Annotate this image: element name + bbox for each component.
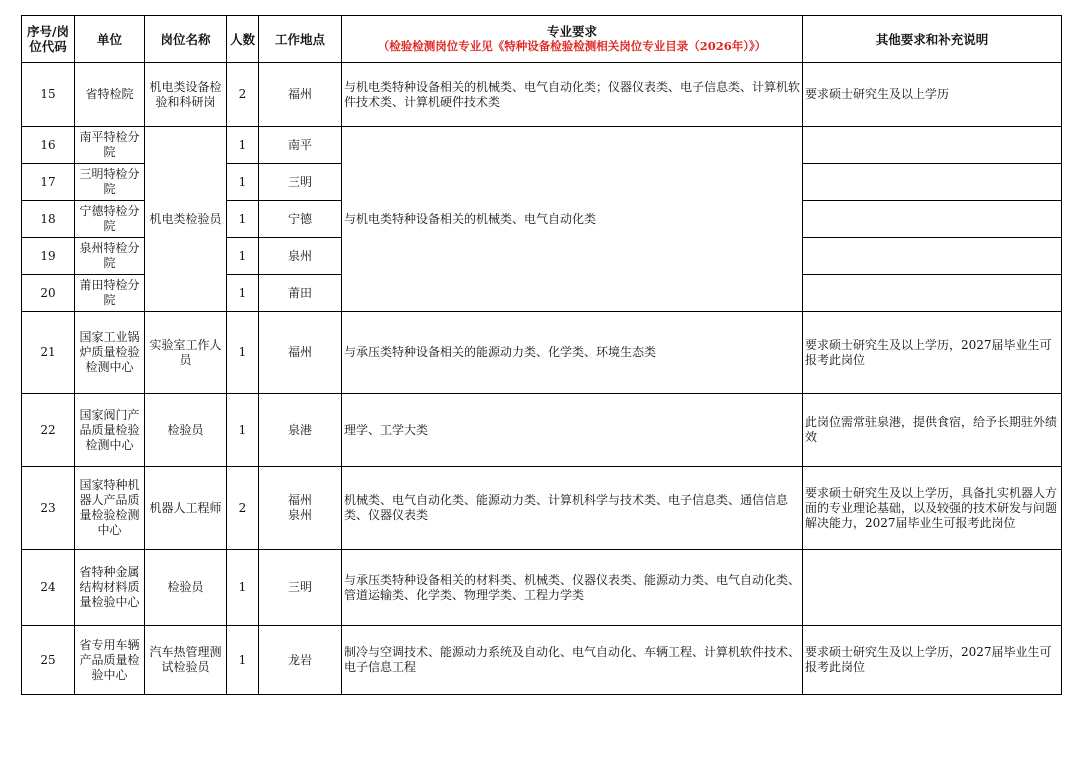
table-row [22, 550, 1062, 626]
cell-other [803, 164, 1062, 201]
cell-other [803, 238, 1062, 275]
cell-unit: 省特种金属结构材料质量检验中心 [75, 550, 145, 626]
cell-post: 机电类检验员 [145, 127, 227, 312]
cell-major: 制冷与空调技术、能源动力系统及自动化、电气自动化、车辆工程、计算机软件技术、电子信息工程 [342, 626, 803, 695]
cell-major: 与承压类特种设备相关的能源动力类、化学类、环境生态类 [342, 312, 803, 394]
cell-location: 龙岩 [259, 626, 342, 695]
cell-location [259, 467, 342, 550]
header-major-note: （检验检测岗位专业见《特种设备检验检测相关岗位专业目录（2026年）》） [377, 39, 767, 53]
cell-location-2: 泉州 [287, 508, 312, 522]
table-row [22, 312, 1062, 394]
cell-count: 1 [227, 238, 259, 275]
cell-no: 21 [22, 312, 75, 394]
cell-no: 18 [22, 201, 75, 238]
cell-unit: 国家阀门产品质量检验检测中心 [75, 394, 145, 467]
table-row [22, 626, 1062, 695]
cell-no: 24 [22, 550, 75, 626]
header-post: 岗位名称 [145, 16, 227, 63]
cell-count: 1 [227, 164, 259, 201]
cell-post: 检验员 [145, 550, 227, 626]
cell-location: 福州 [259, 312, 342, 394]
header-other: 其他要求和补充说明 [803, 16, 1062, 63]
cell-major: 与机电类特种设备相关的机械类、电气自动化类；仪器仪表类、电子信息类、计算机软件技术类、计算机硬件技术类 [342, 63, 803, 127]
cell-no: 22 [22, 394, 75, 467]
cell-unit: 宁德特检分院 [75, 201, 145, 238]
cell-other [803, 201, 1062, 238]
cell-other: 要求硕士研究生及以上学历 [803, 63, 1062, 127]
cell-count: 1 [227, 550, 259, 626]
cell-unit: 国家工业锅炉质量检验检测中心 [75, 312, 145, 394]
cell-unit: 国家特种机器人产品质量检验检测中心 [75, 467, 145, 550]
cell-count: 1 [227, 201, 259, 238]
cell-count: 1 [227, 127, 259, 164]
cell-count: 1 [227, 626, 259, 695]
cell-post: 机器人工程师 [145, 467, 227, 550]
cell-location: 宁德 [259, 201, 342, 238]
cell-count: 1 [227, 394, 259, 467]
cell-no: 25 [22, 626, 75, 695]
cell-count: 2 [227, 467, 259, 550]
cell-other: 要求硕士研究生及以上学历，具备扎实机器人方面的专业理论基础，以及较强的技术研发与问题解决能力，2027届毕业生可报考此岗位 [803, 467, 1062, 550]
cell-no: 19 [22, 238, 75, 275]
cell-no: 15 [22, 63, 75, 127]
header-row [22, 16, 1062, 63]
cell-location: 三明 [259, 164, 342, 201]
cell-post: 实验室工作人员 [145, 312, 227, 394]
header-major [342, 16, 803, 63]
recruitment-table [21, 15, 1062, 695]
cell-other: 此岗位需常驻泉港，提供食宿，给予长期驻外绩效 [803, 394, 1062, 467]
cell-location: 泉港 [259, 394, 342, 467]
cell-count: 1 [227, 312, 259, 394]
cell-location-1: 福州 [287, 493, 312, 507]
cell-major: 与机电类特种设备相关的机械类、电气自动化类 [342, 127, 803, 312]
cell-location: 南平 [259, 127, 342, 164]
header-unit: 单位 [75, 16, 145, 63]
cell-no: 20 [22, 275, 75, 312]
cell-location: 三明 [259, 550, 342, 626]
cell-other: 要求硕士研究生及以上学历，2027届毕业生可报考此岗位 [803, 312, 1062, 394]
header-major-title: 专业要求 [546, 24, 597, 39]
header-location: 工作地点 [259, 16, 342, 63]
cell-unit: 省专用车辆产品质量检验中心 [75, 626, 145, 695]
table-row [22, 394, 1062, 467]
cell-major: 机械类、电气自动化类、能源动力类、计算机科学与技术类、电子信息类、通信信息类、仪器仪表类 [342, 467, 803, 550]
table-row [22, 127, 1062, 164]
table-row [22, 467, 1062, 550]
cell-unit: 省特检院 [75, 63, 145, 127]
cell-location: 泉州 [259, 238, 342, 275]
header-count: 人数 [227, 16, 259, 63]
cell-no: 16 [22, 127, 75, 164]
cell-post: 汽车热管理测试检验员 [145, 626, 227, 695]
cell-other [803, 550, 1062, 626]
cell-unit: 三明特检分院 [75, 164, 145, 201]
cell-major: 理学、工学大类 [342, 394, 803, 467]
cell-count: 2 [227, 63, 259, 127]
cell-unit: 泉州特检分院 [75, 238, 145, 275]
cell-major: 与承压类特种设备相关的材料类、机械类、仪器仪表类、能源动力类、电气自动化类、管道运输类、化学类、物理学类、工程力学类 [342, 550, 803, 626]
cell-unit: 南平特检分院 [75, 127, 145, 164]
cell-no: 23 [22, 467, 75, 550]
cell-unit: 莆田特检分院 [75, 275, 145, 312]
header-no: 序号/岗位代码 [22, 16, 75, 63]
table-row [22, 63, 1062, 127]
cell-location: 福州 [259, 63, 342, 127]
cell-location: 莆田 [259, 275, 342, 312]
cell-count: 1 [227, 275, 259, 312]
cell-post: 检验员 [145, 394, 227, 467]
cell-other [803, 127, 1062, 164]
cell-no: 17 [22, 164, 75, 201]
cell-other [803, 275, 1062, 312]
cell-post: 机电类设备检验和科研岗 [145, 63, 227, 127]
cell-other: 要求硕士研究生及以上学历，2027届毕业生可报考此岗位 [803, 626, 1062, 695]
